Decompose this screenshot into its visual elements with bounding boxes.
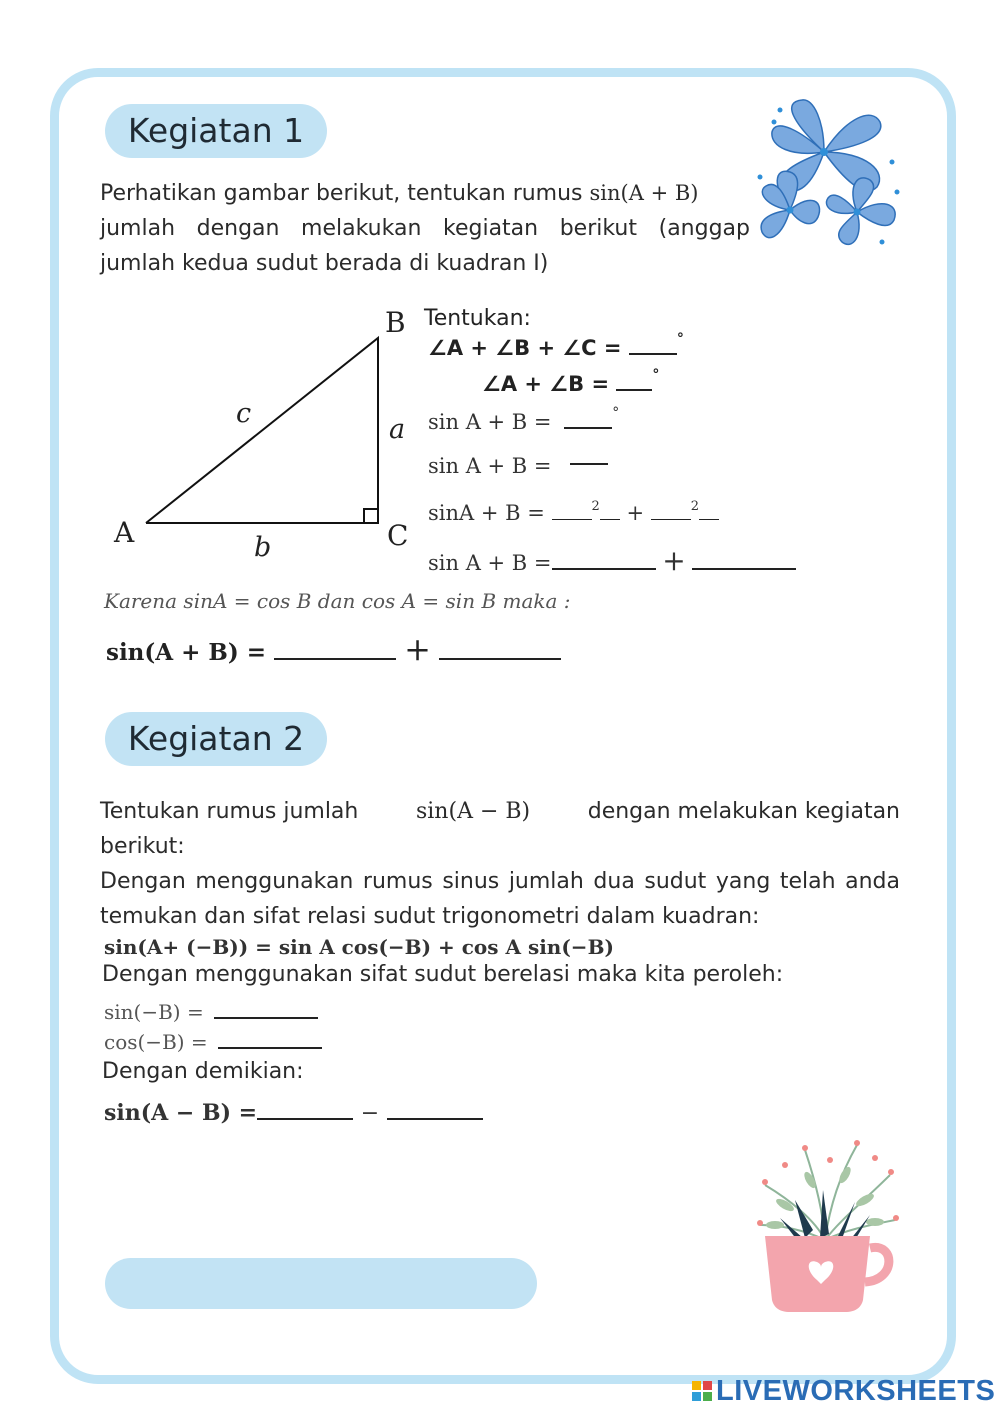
sin-diff-result bbox=[104, 1100, 483, 1126]
sin-line-2 bbox=[428, 454, 608, 478]
brand-logo bbox=[692, 1374, 995, 1408]
angle-ab-text: ∠A + ∠B = bbox=[482, 372, 610, 396]
angle-sum-blank[interactable] bbox=[629, 353, 677, 355]
sin-line-1-blank[interactable] bbox=[564, 427, 612, 429]
cos-neg-text: cos(−B) = bbox=[104, 1030, 208, 1054]
intro-text-b: jumlah dengan melakukan kegiatan berikut (anggap bbox=[100, 216, 750, 241]
side-b-label: b bbox=[254, 532, 272, 563]
sin-sum-blank-2[interactable] bbox=[439, 658, 561, 660]
degree-symbol: ° bbox=[676, 331, 684, 347]
sin-line-1-text: sin A + B = bbox=[428, 410, 552, 434]
sin-line-2-blank[interactable] bbox=[570, 463, 608, 465]
side-a-label: a bbox=[389, 414, 406, 445]
sin-line-3 bbox=[428, 501, 719, 525]
cos-neg-blank[interactable] bbox=[218, 1047, 322, 1049]
minus-sign: − bbox=[360, 1101, 380, 1126]
plant-cup-decoration bbox=[745, 1130, 905, 1315]
sin-line-4-text: sin A + B = bbox=[428, 551, 552, 575]
kegiatan-2-title: Kegiatan 2 bbox=[105, 712, 327, 766]
tentukan-label: Tentukan: bbox=[424, 306, 531, 331]
p1-text-c: berikut: bbox=[100, 834, 185, 859]
sin-line-3-blank-3[interactable] bbox=[651, 519, 691, 520]
sin-line-3-text: sinA + B = bbox=[428, 501, 545, 525]
kegiatan-1-title: Kegiatan 1 bbox=[105, 104, 327, 158]
kegiatan-2-intro bbox=[100, 794, 900, 934]
sin-sum-result bbox=[106, 630, 561, 668]
sin-diff-result-label: sin(A − B) = bbox=[104, 1100, 258, 1126]
p1-text-b: dengan melakukan kegiatan bbox=[587, 799, 900, 824]
plus-sign: + bbox=[626, 501, 645, 525]
answer-box[interactable] bbox=[105, 1258, 537, 1309]
karena-line: Karena sinA = cos B dan cos A = sin B maka : bbox=[104, 589, 571, 613]
p1-formula: sin(A − B) bbox=[415, 799, 531, 824]
right-angle-marker bbox=[364, 509, 378, 523]
sin-line-2-text: sin A + B = bbox=[428, 454, 552, 478]
plus-sign: + bbox=[404, 630, 431, 668]
intro-formula: sin(A + B) bbox=[589, 181, 699, 205]
intro-text-a: Perhatikan gambar berikut, tentukan rumus bbox=[100, 181, 583, 206]
sin-line-3-blank-1[interactable] bbox=[552, 519, 592, 520]
cos-neg-line bbox=[104, 1030, 322, 1054]
sin-sum-blank-1[interactable] bbox=[274, 658, 396, 660]
p3-text: Dengan menggunakan sifat sudut berelasi maka kita peroleh: bbox=[102, 962, 784, 987]
sin-line-3-blank-2[interactable] bbox=[600, 519, 620, 520]
plus-sign: + bbox=[662, 544, 686, 577]
p1-text-a: Tentukan rumus jumlah bbox=[100, 799, 359, 824]
angle-ab-blank[interactable] bbox=[616, 389, 652, 391]
degree-symbol: ° bbox=[652, 367, 660, 383]
p2-text: Dengan menggunakan rumus sinus jumlah dua sudut yang telah anda temukan dan sifat relasi sudut trigonometri dalam kuadran: bbox=[100, 869, 900, 929]
p4-text: Dengan demikian: bbox=[102, 1059, 304, 1084]
side-c-label: c bbox=[236, 398, 252, 429]
sin-neg-blank[interactable] bbox=[214, 1017, 318, 1019]
triangle-shape bbox=[146, 338, 378, 523]
vertex-a-label: A bbox=[114, 516, 135, 549]
squared-exponent: 2 bbox=[690, 499, 700, 514]
sin-line-4-blank-1[interactable] bbox=[552, 568, 656, 570]
sin-line-3-blank-4[interactable] bbox=[699, 519, 719, 520]
degree-symbol: ° bbox=[612, 405, 620, 421]
sin-line-1 bbox=[428, 405, 620, 434]
brand-text: LIVEWORKSHEETS bbox=[716, 1374, 996, 1407]
sin-line-4 bbox=[428, 544, 796, 577]
vertex-c-label: C bbox=[387, 519, 409, 552]
angle-sum-line bbox=[428, 331, 684, 360]
sin-neg-line bbox=[104, 1000, 318, 1024]
sin-sum-result-label: sin(A + B) = bbox=[106, 639, 267, 666]
angle-sum-text: ∠A + ∠B + ∠C = bbox=[428, 336, 622, 360]
flower-decoration bbox=[752, 92, 907, 257]
intro-text-c: jumlah kedua sudut berada di kuadran I) bbox=[100, 251, 549, 276]
brand-icon bbox=[692, 1381, 712, 1401]
sin-diff-blank-2[interactable] bbox=[387, 1118, 483, 1120]
kegiatan-1-intro bbox=[100, 176, 750, 281]
sin-line-4-blank-2[interactable] bbox=[692, 568, 796, 570]
vertex-b-label: B bbox=[385, 306, 406, 339]
triangle-diagram bbox=[100, 300, 430, 570]
squared-exponent: 2 bbox=[591, 499, 600, 514]
identity-line: sin(A+ (−B)) = sin A cos(−B) + cos A sin(−B) bbox=[104, 935, 614, 959]
sin-diff-blank-1[interactable] bbox=[257, 1118, 353, 1120]
sin-neg-text: sin(−B) = bbox=[104, 1000, 204, 1024]
angle-ab-line bbox=[482, 367, 660, 396]
